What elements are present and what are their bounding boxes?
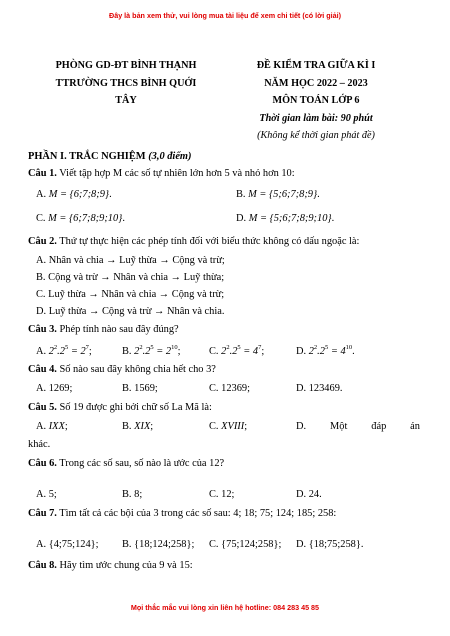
q7-option-c: C. {75;124;258}; bbox=[209, 539, 282, 550]
question-2: Câu 2. Thứ tự thực hiện các phép tính đối với biểu thức không có dấu ngoặc là: bbox=[28, 236, 360, 247]
q2-option-a: A. Nhân và chia → Luỹ thừa → Cộng và trừ; bbox=[36, 255, 225, 266]
q1-option-a: A. M = {6;7;8;9}. bbox=[36, 189, 112, 200]
q6-option-c: C. 12; bbox=[209, 489, 235, 500]
question-8: Câu 8. Hãy tìm ước chung của 9 và 15: bbox=[28, 560, 193, 571]
q3-option-a: A. $2^2.2^5 = 2^7$; bbox=[36, 344, 92, 357]
q4-option-d: D. 123469. bbox=[296, 383, 343, 394]
school-name-line1: TTRƯỜNG THCS BÌNH QUỚI bbox=[55, 77, 197, 89]
question-3: Câu 3. Phép tính nào sau đây đúng? bbox=[28, 324, 179, 335]
q4-option-a: A. 1269; bbox=[36, 383, 73, 394]
q5-continuation: khác. bbox=[28, 439, 51, 450]
question-1: Câu 1. Viết tập hợp M các số tự nhiên lớn hơn 5 và nhỏ hơn 10: bbox=[28, 168, 295, 179]
q2-option-c: C. Luỹ thừa → Nhân và chia → Cộng và trừ; bbox=[36, 289, 225, 300]
q5-option-c: C. XVIII; bbox=[209, 421, 248, 432]
preview-notice-banner: Đây là bản xem thử, vui lòng mua tài liệu để xem chi tiết (có lời giải) bbox=[109, 11, 341, 20]
q6-option-d: D. 24. bbox=[296, 489, 322, 500]
time-limit: Thời gian làm bài: 90 phút bbox=[259, 112, 373, 124]
q2-option-b: B. Cộng và trừ → Nhân và chia → Luỹ thừa; bbox=[36, 272, 225, 283]
exam-header bbox=[218, 57, 414, 145]
section-heading: PHẦN I. TRẮC NGHIỆM (3,0 điểm) bbox=[28, 151, 192, 162]
q5-option-d: D. Một đáp án bbox=[296, 421, 420, 432]
q1-option-b: B. M = {5;6;7;8;9}. bbox=[236, 189, 320, 200]
subject: MÔN TOÁN LỚP 6 bbox=[272, 95, 360, 106]
q6-option-a: A. 5; bbox=[36, 489, 57, 500]
q4-option-c: C. 12369; bbox=[209, 383, 251, 394]
q5-option-b: B. XIX; bbox=[122, 421, 154, 432]
q1-option-d: D. M = {5;6;7;8;9;10}. bbox=[236, 213, 335, 224]
q5-option-a: A. IXX; bbox=[36, 421, 68, 432]
q7-option-d: D. {18;75;258}. bbox=[296, 539, 364, 550]
school-name-line2: TÂY bbox=[115, 95, 137, 106]
question-7: Câu 7. Tìm tất cả các bội của 3 trong các số sau: 4; 18; 75; 124; 185; 258: bbox=[28, 508, 337, 519]
q7-option-b: B. {18;124;258}; bbox=[122, 539, 195, 550]
question-4: Câu 4. Số nào sau đây không chia hết cho 3? bbox=[28, 364, 216, 375]
q6-option-b: B. 8; bbox=[122, 489, 143, 500]
q1-option-c: C. M = {6;7;8;9;10}. bbox=[36, 213, 125, 224]
school-year: NĂM HỌC 2022 – 2023 bbox=[264, 77, 368, 89]
hotline-banner: Mọi thắc mắc vui lòng xin liên hệ hotline: 084 283 45 85 bbox=[130, 603, 320, 612]
q3-option-b: B. $2^2.2^5 = 2^{10}$; bbox=[122, 344, 181, 357]
question-5: Câu 5. Số 19 được ghi bởi chữ số La Mã là: bbox=[28, 402, 212, 413]
q2-option-d: D. Luỹ thừa → Cộng và trừ → Nhân và chia. bbox=[36, 306, 225, 317]
q4-option-b: B. 1569; bbox=[122, 383, 158, 394]
question-6: Câu 6. Trong các số sau, số nào là ước của 12? bbox=[28, 458, 225, 469]
q3-option-c: C. $2^2.2^5 = 4^7$; bbox=[209, 344, 265, 357]
time-note: (Không kể thời gian phát đề) bbox=[257, 130, 375, 141]
school-header bbox=[28, 57, 224, 110]
q3-option-d: D. $2^2.2^5 = 4^{10}$. bbox=[296, 344, 355, 357]
q7-option-a: A. {4;75;124}; bbox=[36, 539, 99, 550]
exam-title: ĐỀ KIỂM TRA GIỮA KÌ I bbox=[256, 60, 376, 71]
department-name: PHÒNG GD-ĐT BÌNH THẠNH bbox=[55, 60, 197, 71]
